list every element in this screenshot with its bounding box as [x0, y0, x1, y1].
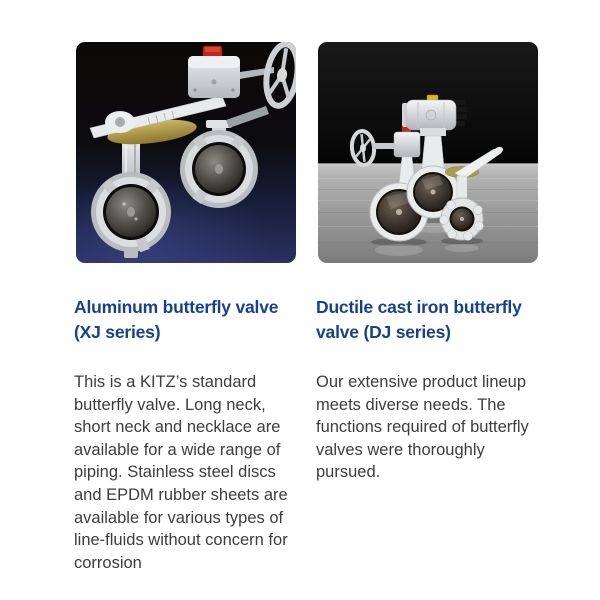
product-photo-aluminum-butterfly-valve[interactable] — [76, 42, 296, 263]
product-card-xj-series — [76, 42, 296, 574]
product-description-xj-series: This is a KITZ’s standard butterfly valve. Long neck, short neck and necklace are available for a wide range of piping. Stainless steel discs and EPDM rubber sheets are available for various types of line-fluids without concern for corrosion — [74, 373, 288, 572]
product-photo-ductile-iron-butterfly-valve[interactable] — [318, 42, 538, 263]
product-title-xj-series[interactable]: Aluminum butterfly valve (XJ series) — [74, 297, 279, 342]
product-card-dj-series — [318, 42, 538, 574]
product-description-dj-series: Our extensive product lineup meets diverse needs. The functions required of butterfly valves were thoroughly pursued. — [316, 373, 529, 482]
aluminum-valve-photo-illustration — [76, 42, 296, 263]
product-title-dj-series[interactable]: Ductile cast iron butterfly valve (DJ series) — [316, 297, 522, 342]
ductile-iron-valve-photo-illustration — [318, 42, 538, 263]
